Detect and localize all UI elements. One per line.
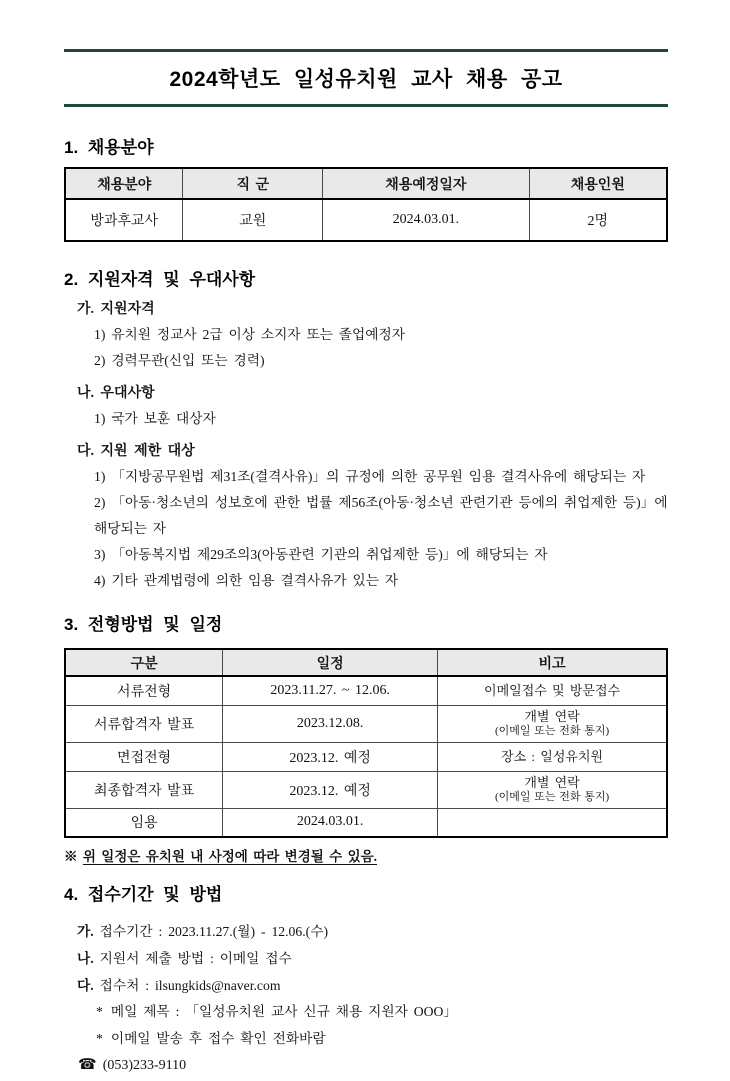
table-row: [65, 199, 667, 241]
list-item: 2) 경력무관(신입 또는 경력): [94, 353, 265, 368]
list-item: 3) 「아동복지법 제29조의3(아동관련 기관의 취업제한 등)」에 해당되는 자: [94, 547, 548, 562]
table-row-document-screening: [65, 676, 667, 705]
asterisk-marker: *: [96, 1004, 103, 1019]
table-row-appointment: [65, 808, 667, 837]
footnote-marker: ※: [64, 849, 78, 864]
cell-note: [438, 676, 667, 705]
application-address-line: [77, 972, 668, 999]
asterisk-marker: *: [96, 1030, 103, 1046]
application-period-line: [77, 918, 668, 945]
section-4-heading: 4. 접수기간 및 방법: [64, 885, 223, 904]
column-header-schedule: 일정: [223, 649, 438, 676]
cell-category: 최종합격자 발표: [65, 771, 223, 808]
item-label: 다.: [77, 978, 94, 993]
table-header-row: [65, 649, 667, 676]
column-header-note: 비고: [438, 649, 667, 676]
table-row-final-result: [65, 771, 667, 808]
subsection-label-restrictions: 다. 지원 제한 대상: [77, 444, 195, 459]
cell-schedule: 2023.12. 예정: [223, 742, 438, 771]
cell-note: [438, 742, 667, 771]
column-header-jobgroup: 직 군: [183, 168, 323, 199]
table-header-row: [65, 168, 667, 199]
list-item: 1) 「지방공무원법 제31조(결격사유)」의 규정에 의한 공무원 임용 결격사유에 해당되는 자: [94, 469, 646, 484]
recruitment-field-table: [64, 167, 668, 242]
cell-category: 서류전형: [65, 676, 223, 705]
cell-category: 임용: [65, 808, 223, 837]
subsection-label-qualifications: 가. 지원자격: [77, 302, 155, 317]
item-label: 나.: [77, 951, 94, 966]
table-row-document-result: [65, 705, 667, 742]
document-title: 2024학년도 일성유치원 교사 채용 공고: [169, 68, 563, 91]
cell-note: [438, 705, 667, 742]
note-line1: 개별 연락: [524, 709, 580, 725]
schedule-table: [64, 648, 668, 838]
submission-method-line: [77, 945, 668, 972]
note-text: 메일 제목 : 「일성유치원 교사 신규 채용 지원자 OOO」: [110, 1004, 458, 1019]
cell-jobgroup: 교원: [183, 199, 323, 241]
column-header-category: 구분: [65, 649, 223, 676]
column-header-hire-date: 채용예정일자: [323, 168, 529, 199]
phone-number: (053)233-9110: [102, 1058, 187, 1073]
column-header-field: 채용분야: [65, 168, 183, 199]
cell-schedule: 2023.11.27. ~ 12.06.: [223, 676, 438, 705]
phone-icon: ☎: [78, 1057, 97, 1073]
document-content: [64, 49, 668, 1078]
cell-headcount: 2명: [529, 199, 667, 241]
cell-field: 방과후교사: [65, 199, 183, 241]
note-line1: 개별 연락: [524, 775, 580, 791]
document-page: [0, 49, 730, 1081]
title-block: [64, 49, 668, 107]
cell-note: [438, 808, 667, 837]
subsection-label-preferences: 나. 우대사항: [77, 386, 155, 401]
section-1-heading: 1. 채용분야: [64, 138, 154, 157]
note-text: 이메일 발송 후 접수 확인 전화바람: [110, 1030, 326, 1046]
cell-schedule: 2023.12. 예정: [223, 771, 438, 808]
item-text: 지원서 제출 방법 : 이메일 접수: [99, 951, 292, 966]
mail-subject-note: [96, 999, 668, 1026]
cell-schedule: 2023.12.08.: [223, 705, 438, 742]
section-3-heading: 3. 전형방법 및 일정: [64, 615, 223, 634]
phone-line: [78, 1053, 668, 1078]
schedule-footnote: [64, 845, 668, 865]
column-header-headcount: 채용인원: [529, 168, 667, 199]
note-line2: (이메일 또는 전화 통지): [494, 724, 610, 737]
section-2-heading: 2. 지원자격 및 우대사항: [64, 270, 256, 289]
table-row-interview: [65, 742, 667, 771]
list-item: 2) 「아동·청소년의 성보호에 관한 법률 제56조(아동·청소년 관련기관 등에의 취업제한 등)」에 해당되는 자: [94, 495, 668, 536]
list-item: 4) 기타 관계법령에 의한 임용 결격사유가 있는 자: [94, 573, 399, 588]
item-text: 접수기간 : 2023.11.27.(월) - 12.06.(수): [99, 924, 328, 939]
item-label: 가.: [77, 924, 94, 939]
confirm-call-note: [96, 1026, 668, 1053]
cell-note: [438, 771, 667, 808]
cell-schedule: 2024.03.01.: [223, 808, 438, 837]
list-item: 1) 유치원 정교사 2급 이상 소지자 또는 졸업예정자: [94, 327, 405, 342]
note-line1: 이메일접수 및 방문접수: [484, 682, 621, 698]
cell-hire-date: 2024.03.01.: [323, 199, 529, 241]
cell-category: 면접전형: [65, 742, 223, 771]
list-item: 1) 국가 보훈 대상자: [94, 411, 216, 426]
cell-category: 서류합격자 발표: [65, 705, 223, 742]
footnote-text: 위 일정은 유치원 내 사정에 따라 변경될 수 있음.: [82, 849, 378, 864]
note-line2: (이메일 또는 전화 통지): [494, 790, 610, 803]
email-address: 접수처 : ilsungkids@naver.com: [99, 978, 281, 993]
note-line1: 장소 : 일성유치원: [501, 748, 604, 764]
